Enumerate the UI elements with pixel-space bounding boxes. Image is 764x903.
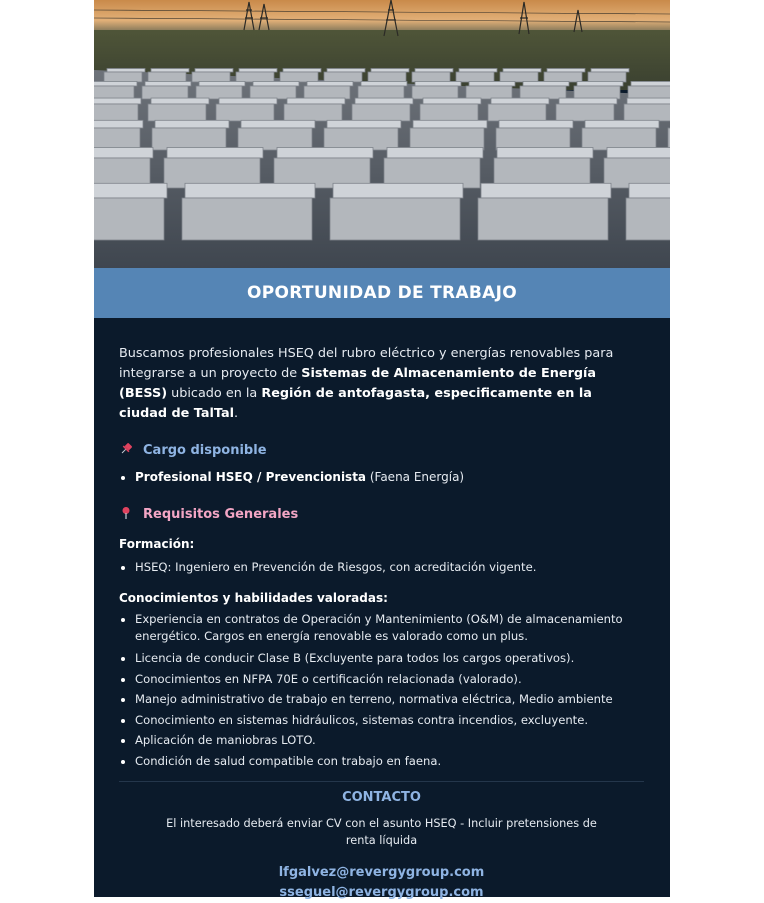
container-roof bbox=[277, 148, 373, 159]
contact-emails bbox=[119, 863, 644, 903]
container-roof bbox=[559, 98, 617, 104]
container-body bbox=[182, 198, 312, 240]
list-item: • Aplicación de maniobras LOTO. bbox=[135, 730, 644, 751]
container-roof bbox=[94, 98, 141, 104]
container-roof bbox=[415, 69, 453, 73]
email-link[interactable]: sseguel@revergygroup.com bbox=[279, 885, 484, 900]
container-body bbox=[148, 104, 206, 121]
intro-bess: Sistemas de Almacenamiento de Energía (BESS) bbox=[119, 366, 597, 401]
email-link[interactable]: lfgalvez@revergygroup.com bbox=[278, 865, 485, 880]
container-roof bbox=[631, 81, 670, 86]
container-body bbox=[94, 104, 138, 121]
container-body bbox=[410, 128, 484, 150]
container-roof bbox=[239, 69, 277, 73]
container-roof bbox=[327, 69, 365, 73]
container-roof bbox=[307, 81, 353, 86]
container-body bbox=[104, 72, 142, 82]
contact-title: CONTACTO bbox=[342, 790, 421, 805]
container-body bbox=[368, 72, 406, 82]
container-roof bbox=[415, 81, 461, 86]
container-roof bbox=[497, 148, 593, 159]
intro-text: ubicado en la bbox=[167, 386, 262, 401]
container-body bbox=[280, 72, 318, 82]
container-roof bbox=[333, 183, 463, 198]
contact-instructions: El interesado deberá enviar CV con el asunto HSEQ - Incluir pretensiones de renta líquida bbox=[166, 817, 597, 847]
container-body bbox=[420, 104, 478, 121]
container-roof bbox=[287, 98, 345, 104]
list-item: • Manejo administrativo de trabajo en terreno, normativa eléctrica, Medio ambiente bbox=[135, 689, 644, 710]
list-item: • Experiencia en contratos de Operación y Mantenimiento (O&M) de almacenamiento energético. Cargos en energía renovable es valorado como un plus. bbox=[135, 611, 644, 645]
container-body bbox=[544, 72, 582, 82]
cargo-title: Profesional HSEQ / Prevencionista bbox=[135, 470, 367, 484]
list-item: • Conocimiento en sistemas hidráulicos, sistemas contra incendios, excluyente. bbox=[135, 710, 644, 731]
container-roof bbox=[361, 81, 407, 86]
container-roof bbox=[423, 98, 481, 104]
intro-text: . bbox=[234, 406, 239, 421]
conocimientos-list bbox=[119, 611, 644, 771]
formacion-list bbox=[119, 557, 644, 578]
job-posting-card bbox=[94, 0, 670, 900]
container-body bbox=[324, 128, 398, 150]
cargo-list bbox=[119, 467, 644, 488]
container-roof bbox=[167, 148, 263, 159]
container-body bbox=[624, 104, 670, 121]
container-roof bbox=[94, 183, 167, 198]
container-body bbox=[330, 198, 460, 240]
container-roof bbox=[145, 81, 191, 86]
container-body bbox=[304, 86, 350, 99]
container-roof bbox=[219, 98, 277, 104]
list-item: • Licencia de conducir Clase B (Excluyente para todos los cargos operativos). bbox=[135, 648, 644, 669]
container-body bbox=[250, 86, 296, 99]
main-content bbox=[119, 318, 644, 903]
cargo-note: (Faena Energía) bbox=[366, 470, 465, 484]
container-roof bbox=[627, 98, 670, 104]
container-body bbox=[488, 104, 546, 121]
container-roof bbox=[94, 148, 153, 159]
conocimientos-label: Conocimientos y habilidades valoradas: bbox=[119, 591, 388, 605]
divider bbox=[119, 781, 644, 782]
container-roof bbox=[547, 69, 585, 73]
container-roof bbox=[591, 69, 629, 73]
list-item: • HSEQ: Ingeniero en Prevención de Riesgos, con acreditación vigente. bbox=[135, 557, 644, 578]
list-item: • Condición de salud compatible con trabajo en faena. bbox=[135, 751, 644, 772]
container-roof bbox=[523, 81, 569, 86]
container-body bbox=[192, 72, 230, 82]
container-roof bbox=[585, 120, 659, 128]
container-roof bbox=[481, 183, 611, 198]
list-item bbox=[135, 467, 644, 488]
container-roof bbox=[151, 69, 189, 73]
container-roof bbox=[469, 81, 515, 86]
container-body bbox=[358, 86, 404, 99]
container-body bbox=[556, 104, 614, 121]
container-body bbox=[216, 104, 274, 121]
container-roof bbox=[283, 69, 321, 73]
container-roof bbox=[491, 98, 549, 104]
container-roof bbox=[155, 120, 229, 128]
container-roof bbox=[94, 81, 137, 86]
container-body bbox=[142, 86, 188, 99]
container-roof bbox=[503, 69, 541, 73]
cargo-heading bbox=[119, 442, 644, 459]
round-pushpin-icon bbox=[119, 506, 137, 523]
container-roof bbox=[241, 120, 315, 128]
container-roof bbox=[253, 81, 299, 86]
intro-text: Buscamos profesionales HSEQ del rubro eléctrico y energías renovables para integrarse a un proyecto de bbox=[119, 346, 614, 381]
requisitos-heading bbox=[119, 506, 644, 523]
container-roof bbox=[387, 148, 483, 159]
container-body bbox=[500, 72, 538, 82]
container-roof bbox=[327, 120, 401, 128]
hero-image-battery-storage-facility bbox=[94, 0, 670, 268]
container-roof bbox=[499, 120, 573, 128]
container-roof bbox=[355, 98, 413, 104]
container-roof bbox=[199, 81, 245, 86]
container-body bbox=[628, 86, 670, 99]
container-roof bbox=[371, 69, 409, 73]
container-body bbox=[456, 72, 494, 82]
container-roof bbox=[151, 98, 209, 104]
container-body bbox=[496, 128, 570, 150]
container-body bbox=[94, 86, 134, 99]
container-roof bbox=[94, 120, 143, 128]
container-body bbox=[466, 86, 512, 99]
container-roof bbox=[629, 183, 670, 198]
container-roof bbox=[195, 69, 233, 73]
container-body bbox=[352, 104, 410, 121]
container-roof bbox=[413, 120, 487, 128]
container-body bbox=[626, 198, 670, 240]
container-body bbox=[94, 198, 164, 240]
container-roof bbox=[107, 69, 145, 73]
container-roof bbox=[185, 183, 315, 198]
container-body bbox=[478, 198, 608, 240]
intro-region: Región de antofagasta, especificamente en la ciudad de TalTal bbox=[119, 386, 592, 421]
container-roof bbox=[459, 69, 497, 73]
requisitos-heading-label: Requisitos Generales bbox=[143, 506, 299, 522]
container-body bbox=[412, 72, 450, 82]
pushpin-icon bbox=[119, 442, 137, 459]
banner-title: OPORTUNIDAD DE TRABAJO bbox=[94, 268, 670, 318]
container-body bbox=[284, 104, 342, 121]
cargo-heading-label: Cargo disponible bbox=[143, 443, 267, 458]
container-body bbox=[588, 72, 626, 82]
container-body bbox=[94, 128, 140, 150]
container-body bbox=[152, 128, 226, 150]
container-body bbox=[238, 128, 312, 150]
container-roof bbox=[577, 81, 623, 86]
container-body bbox=[520, 86, 566, 99]
container-body bbox=[236, 72, 274, 82]
container-body bbox=[582, 128, 656, 150]
container-body bbox=[324, 72, 362, 82]
container-body bbox=[668, 128, 670, 150]
list-item: • Conocimientos en NFPA 70E o certificación relacionada (valorado). bbox=[135, 669, 644, 690]
intro-paragraph bbox=[119, 344, 644, 424]
formacion-label: Formación: bbox=[119, 536, 195, 551]
container-body bbox=[574, 86, 620, 99]
container-body bbox=[148, 72, 186, 82]
container-body bbox=[412, 86, 458, 99]
container-body bbox=[196, 86, 242, 99]
container-roof bbox=[607, 148, 670, 159]
